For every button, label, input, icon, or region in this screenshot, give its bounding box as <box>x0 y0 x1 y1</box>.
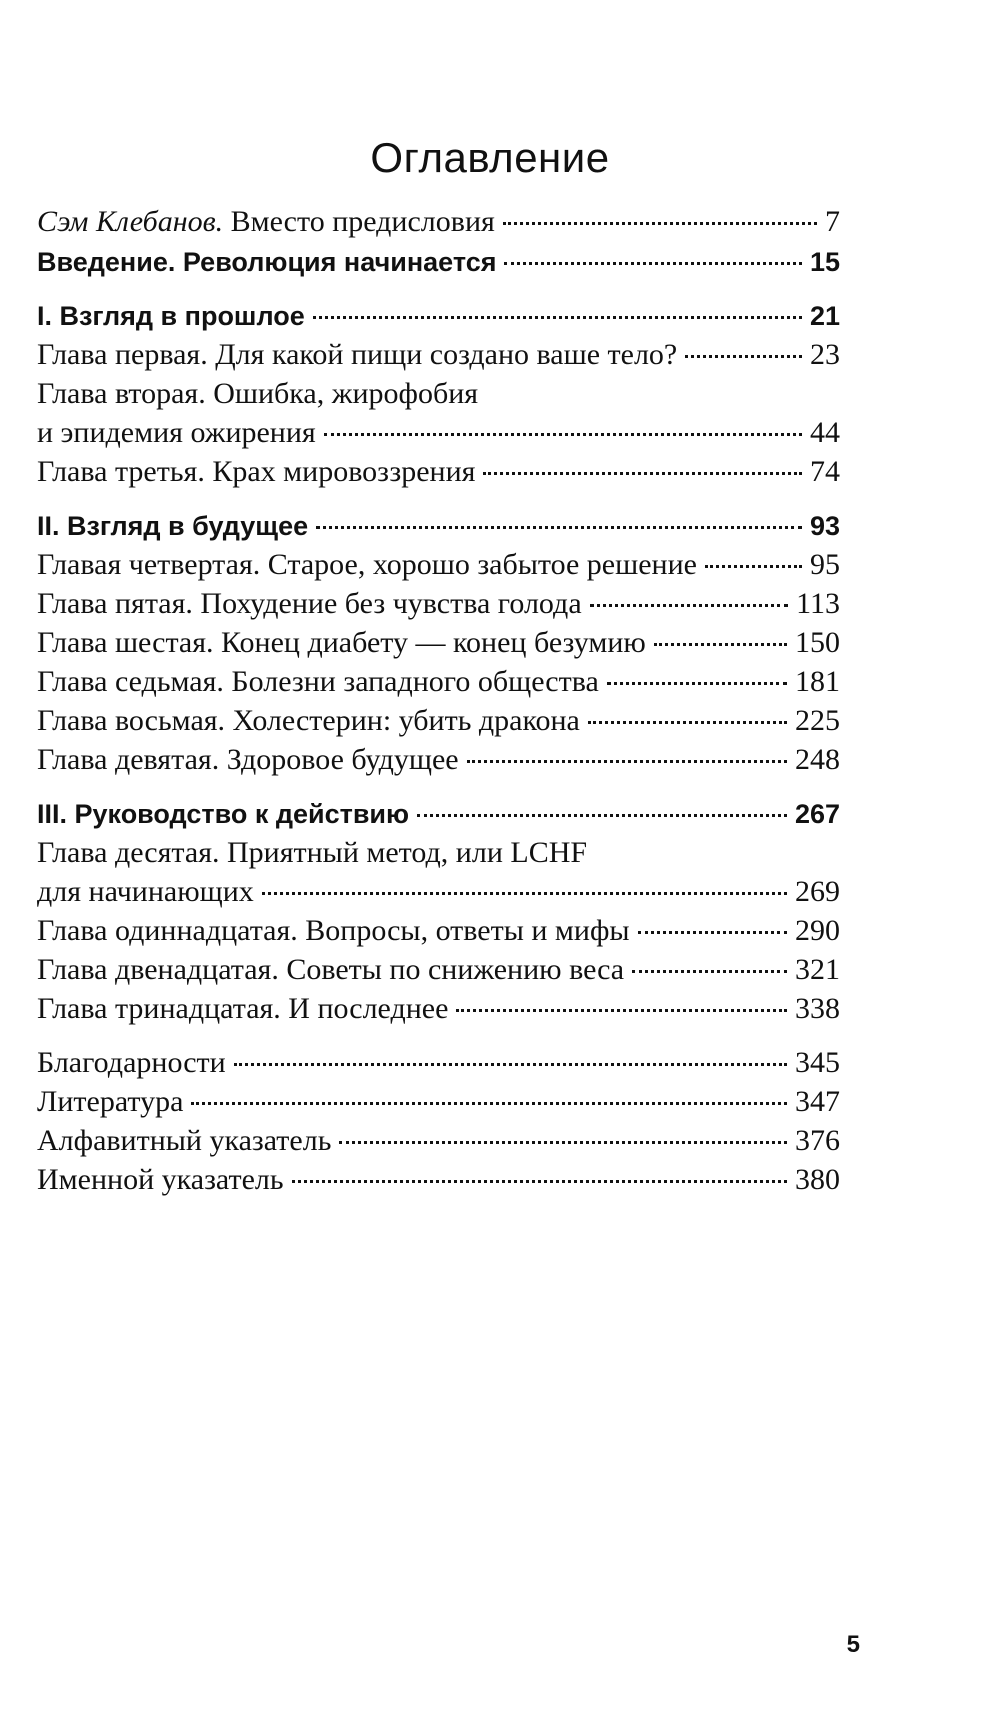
toc-chapter-6 <box>37 623 840 663</box>
toc-chapter-10-first-line: Глава десятая. Приятный метод, или LCHF <box>37 836 588 869</box>
toc-entry-label: Глава пятая. Похудение без чувства голода <box>37 587 582 620</box>
dot-leader <box>339 1140 787 1144</box>
dot-leader <box>654 642 787 646</box>
toc-page-number: 7 <box>825 205 840 238</box>
toc-chapter-7 <box>37 662 840 702</box>
dot-leader <box>467 759 787 763</box>
toc-part-3 <box>37 794 840 834</box>
toc-entry-name-index <box>37 1160 840 1200</box>
toc-chapter-9 <box>37 740 840 780</box>
toc-page-number: 290 <box>795 914 840 947</box>
toc-page-number: 150 <box>795 626 840 659</box>
toc-entry-label: Литература <box>37 1085 184 1118</box>
toc-chapter-4 <box>37 545 840 585</box>
dot-leader <box>607 681 787 685</box>
dot-leader <box>417 813 787 817</box>
dot-leader <box>588 720 787 724</box>
toc-chapter-1 <box>37 335 840 375</box>
dot-leader <box>456 1008 787 1012</box>
toc-page-number: 44 <box>810 416 840 449</box>
toc-entry-label: Алфавитный указатель <box>37 1124 332 1157</box>
toc-chapter-11 <box>37 911 840 951</box>
dot-leader <box>632 969 787 973</box>
dot-leader <box>504 261 801 265</box>
toc-entry-label: Глава тринадцатая. И последнее <box>37 992 449 1025</box>
toc-page-number: 21 <box>809 301 840 331</box>
toc-chapter-5 <box>37 584 840 624</box>
toc-entry-label: Глава седьмая. Болезни западного общества <box>37 665 599 698</box>
dot-leader <box>638 930 787 934</box>
toc-entry-label: Глава двенадцатая. Советы по снижению веса <box>37 953 625 986</box>
dot-leader <box>292 1179 787 1183</box>
toc-chapter-3 <box>37 452 840 492</box>
toc-entry-acknowledgements <box>37 1043 840 1083</box>
dot-leader <box>191 1101 787 1105</box>
toc-entry-label: и эпидемия ожирения <box>37 416 316 449</box>
toc-page-number: 380 <box>795 1163 840 1196</box>
toc-entry-label: Глава третья. Крах мировоззрения <box>37 455 476 488</box>
dot-leader <box>324 432 802 436</box>
dot-leader <box>316 525 802 529</box>
toc-entry-label: Главая четвертая. Старое, хорошо забытое решение <box>37 548 697 581</box>
toc-chapter-2 <box>37 413 840 453</box>
table-of-contents <box>37 0 840 1400</box>
toc-entry-label: Введение. Революция начинается <box>37 247 497 277</box>
toc-entry-label: Глава девятая. Здоровое будущее <box>37 743 459 776</box>
toc-chapter-2-first-line: Глава вторая. Ошибка, жирофобия <box>37 377 479 410</box>
page-title: Оглавление <box>370 134 610 181</box>
toc-chapter-12 <box>37 950 840 990</box>
dot-leader <box>590 603 788 607</box>
toc-part-2 <box>37 506 840 546</box>
toc-page-number: 267 <box>794 799 840 829</box>
toc-page-number: 269 <box>795 875 840 908</box>
toc-entry-preface <box>37 202 840 242</box>
dot-leader <box>685 354 802 358</box>
toc-entry-introduction <box>37 242 840 282</box>
toc-entry-label: Глава восьмая. Холестерин: убить дракона <box>37 704 580 737</box>
toc-entry-label: Благодарности <box>37 1046 226 1079</box>
toc-page-number: 347 <box>795 1085 840 1118</box>
toc-entry-label: для начинающих <box>37 875 254 908</box>
toc-entry-label: Глава первая. Для какой пищи создано ваше тело? <box>37 338 678 371</box>
toc-page-number: 74 <box>810 455 840 488</box>
dot-leader <box>483 471 802 475</box>
toc-page-number: 181 <box>795 665 840 698</box>
toc-entry-label: Глава шестая. Конец диабету — конец безумию <box>37 626 646 659</box>
toc-page-number: 338 <box>795 992 840 1025</box>
toc-entry-label: III. Руководство к действию <box>37 799 410 829</box>
toc-page-number: 113 <box>796 587 840 620</box>
toc-entry-label: II. Взгляд в будущее <box>37 511 309 541</box>
toc-page-number: 248 <box>795 743 840 776</box>
toc-page-number: 15 <box>809 247 840 277</box>
toc-entry-label: Глава одиннадцатая. Вопросы, ответы и мифы <box>37 914 630 947</box>
toc-entry-label <box>37 202 495 242</box>
toc-page-number: 93 <box>809 511 840 541</box>
preface-author: Сэм Клебанов. <box>37 205 224 238</box>
toc-page-number: 376 <box>795 1124 840 1157</box>
page-number-folio: 5 <box>846 1631 860 1658</box>
toc-chapter-13 <box>37 989 840 1029</box>
dot-leader <box>262 891 787 895</box>
toc-chapter-10 <box>37 872 840 912</box>
dot-leader <box>234 1062 787 1066</box>
toc-entry-subject-index <box>37 1121 840 1161</box>
toc-page-number: 23 <box>810 338 840 371</box>
toc-entry-literature <box>37 1082 840 1122</box>
dot-leader <box>705 564 802 568</box>
preface-title: Вместо предисловия <box>223 205 495 238</box>
toc-page-number: 95 <box>810 548 840 581</box>
dot-leader <box>503 221 817 225</box>
toc-chapter-8 <box>37 701 840 741</box>
dot-leader <box>313 315 802 319</box>
toc-part-1 <box>37 296 840 336</box>
toc-page-number: 225 <box>795 704 840 737</box>
toc-entry-label: Именной указатель <box>37 1163 284 1196</box>
toc-entry-label: I. Взгляд в прошлое <box>37 301 305 331</box>
toc-page-number: 345 <box>795 1046 840 1079</box>
toc-page-number: 321 <box>795 953 840 986</box>
